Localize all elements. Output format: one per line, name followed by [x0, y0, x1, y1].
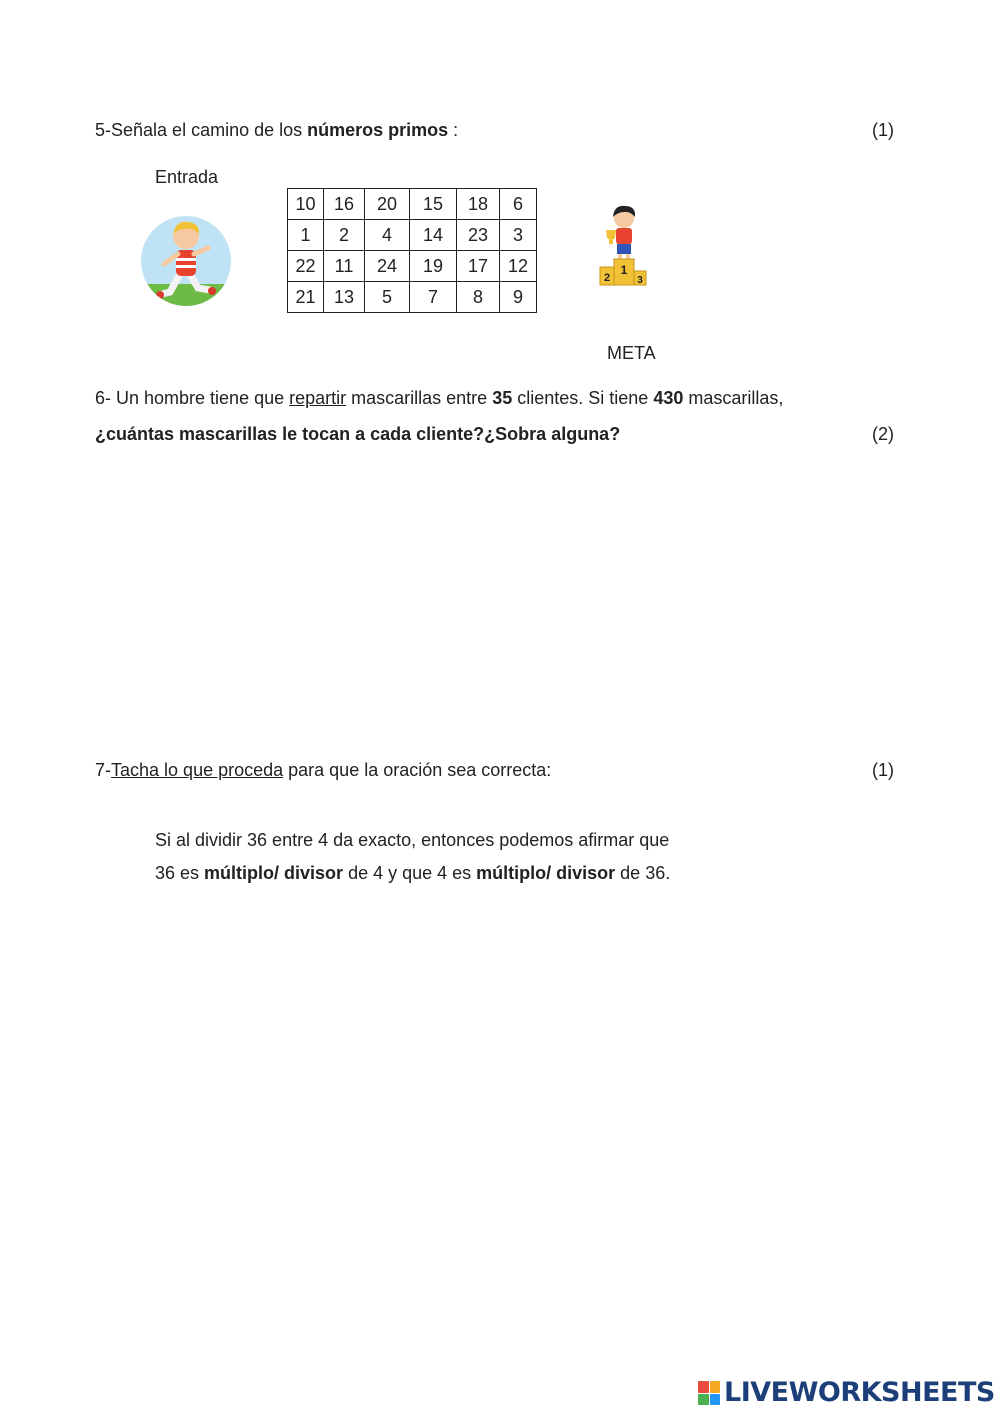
q7-sentence-line2: 36 es múltiplo/ divisor de 4 y que 4 es múltiplo/ divisor de 36. — [155, 863, 671, 883]
q7-option-2[interactable]: múltiplo/ divisor — [476, 863, 616, 883]
maze-cell[interactable]: 3 — [500, 220, 537, 251]
maze-cell[interactable]: 19 — [410, 251, 457, 282]
meta-label: META — [607, 343, 656, 363]
maze-cell[interactable]: 14 — [410, 220, 457, 251]
maze-cell[interactable]: 24 — [365, 251, 410, 282]
entrada-label: Entrada — [155, 167, 219, 187]
q7-points: (1) — [872, 760, 894, 780]
maze-cell[interactable]: 12 — [500, 251, 537, 282]
maze-cell[interactable]: 21 — [288, 282, 324, 313]
q5-instruction: 5-Señala el camino de los números primos : — [95, 120, 459, 140]
maze-cell[interactable]: 5 — [365, 282, 410, 313]
maze-cell[interactable]: 6 — [500, 189, 537, 220]
maze-cell[interactable]: 1 — [288, 220, 324, 251]
q7-instruction: 7-Tacha lo que proceda para que la oración sea correcta: — [95, 760, 552, 780]
maze-row — [288, 189, 537, 220]
maze-cell[interactable]: 11 — [324, 251, 365, 282]
liveworksheets-logo — [698, 1378, 995, 1408]
maze-cell[interactable]: 23 — [457, 220, 500, 251]
maze-cell[interactable]: 4 — [365, 220, 410, 251]
podium-winner-illustration — [596, 200, 650, 290]
maze-cell[interactable]: 20 — [365, 189, 410, 220]
runner-boy-illustration — [140, 214, 232, 308]
maze-cell[interactable]: 15 — [410, 189, 457, 220]
q6-line1: 6- Un hombre tiene que repartir mascarillas entre 35 clientes. Si tiene 430 mascarillas, — [95, 388, 784, 408]
maze-cell[interactable]: 16 — [324, 189, 365, 220]
podium-number: 2 — [603, 272, 611, 284]
q7-option-1[interactable]: múltiplo/ divisor — [204, 863, 344, 883]
maze-cell[interactable]: 7 — [410, 282, 457, 313]
logo-mark-icon — [698, 1381, 720, 1405]
maze-row — [288, 251, 537, 282]
maze-cell[interactable]: 8 — [457, 282, 500, 313]
maze-cell[interactable]: 22 — [288, 251, 324, 282]
maze-row — [288, 220, 537, 251]
prime-maze-grid — [287, 188, 537, 313]
maze-cell[interactable]: 10 — [288, 189, 324, 220]
maze-cell[interactable]: 9 — [500, 282, 537, 313]
q6-line2: ¿cuántas mascarillas le tocan a cada cliente?¿Sobra alguna? — [95, 424, 621, 444]
podium-number: 1 — [620, 263, 628, 277]
brand-name: LIVEWORKSHEETS — [724, 1377, 995, 1408]
maze-cell[interactable]: 17 — [457, 251, 500, 282]
q5-points: (1) — [872, 120, 894, 140]
maze-row — [288, 282, 537, 313]
podium-number: 3 — [637, 275, 643, 286]
q7-sentence-line1: Si al dividir 36 entre 4 da exacto, entonces podemos afirmar que — [155, 830, 670, 850]
maze-cell[interactable]: 13 — [324, 282, 365, 313]
maze-cell[interactable]: 18 — [457, 189, 500, 220]
maze-cell[interactable]: 2 — [324, 220, 365, 251]
q6-points: (2) — [872, 424, 894, 444]
